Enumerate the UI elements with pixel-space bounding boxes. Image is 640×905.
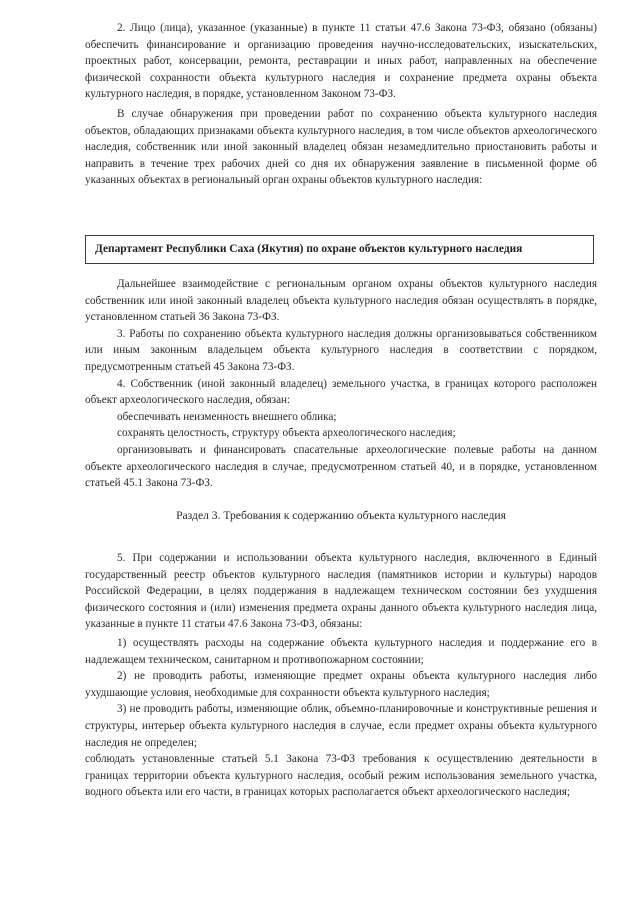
department-banner: Департамент Республики Саха (Якутия) по охране объектов культурного наследия — [85, 235, 594, 264]
list-item: сохранять целостность, структуру объекта археологического наследия; — [117, 427, 456, 440]
paragraph-item-3: 3. Работы по сохранению объекта культурного наследия должны организовываться собственником или иным законным владельцем объекта культурного наследия в соответствии с порядком, предусмотренным статьей 45 Закона 73-ФЗ. — [85, 327, 597, 373]
bottom-section — [85, 550, 597, 801]
paragraph-item-5: 5. При содержании и использовании объекта культурного наследия, включенного в Единый государственный реестр объектов культурного наследия (памятников истории и культуры) народов Российской Федерации, в целях поддержания в надлежащем техническом состоянии без ухудшения физического состояния и (или) изменения предмета охраны данного объекта культурного наследия лица, указанные в пункте 11 статьи 47.6 Закона 73-ФЗ, обязаны: — [85, 552, 597, 631]
paragraph-item-4: 4. Собственник (иной законный владелец) земельного участка, в границах которого расположен объект археологического наследия, обязан: — [85, 377, 597, 407]
list-item: 1) осуществлять расходы на содержание объекта культурного наследия и поддержание его в надлежащем техническом, санитарном и противопожарном состоянии; — [85, 636, 597, 666]
list-item: 3) не проводить работы, изменяющие облик, объемно-планировочные и конструктивные решения и структуры, интерьер объекта культурного наследия в случае, если предмет охраны объекта культурного наследия не определен; — [85, 703, 597, 749]
top-section — [85, 20, 597, 189]
list-item: организовывать и финансировать спасательные археологические полевые работы на данном объекте археологического наследия в случае, предусмотренном статьей 40, и в порядке, установленном статьей 45.1 Закона 73-ФЗ. — [85, 443, 597, 490]
paragraph-interaction: Дальнейшее взаимодействие с региональным органом охраны объектов культурного наследия собственник или иной законный владелец объекта культурного наследия обязан осуществлять в порядке, установленном статьей 36 Закона 73-ФЗ. — [85, 278, 597, 324]
section-heading: Раздел 3. Требования к содержанию объекта культурного наследия — [176, 509, 506, 522]
middle-section — [85, 276, 597, 492]
list-item: соблюдать установленные статьей 5.1 Закона 73-ФЗ требования к осуществлению деятельности в границах территории объекта культурного наследия, особый режим использования земельного участка, водного объекта или его части, в границах которых располагается объект археологического наследия; — [85, 753, 597, 799]
paragraph-discovery: В случае обнаружения при проведении работ по сохранению объекта культурного наследия объектов, обладающих признаками объекта культурного наследия, в том числе объектов археологического наследия, собственник или иной законный владелец обязан незамедлительно приостановить работы и направить в течение трех рабочих дней со дня их обнаружения заявление в письменной форме об указанных объектах в региональный орган охраны объектов культурного наследия: — [85, 107, 597, 187]
list-item: обеспечивать неизменность внешнего облика; — [117, 410, 337, 423]
paragraph-item-2: 2. Лицо (лица), указанное (указанные) в пункте 11 статьи 47.6 Закона 73-ФЗ, обязано (обязаны) обеспечить финансирование и организацию проведения научно-исследовательских, изыскательских, проектных работ, консервации, ремонта, реставрации и иных работ, направленных на обеспечение физической сохранности объекта культурного наследия и сохранение предмета охраны объекта культурного наследия, в порядке, установленном Законом 73-ФЗ. — [85, 22, 597, 101]
list-item: 2) не проводить работы, изменяющие предмет охраны объекта культурного наследия либо ухудшающие условия, необходимые для сохранности объекта культурного наследия; — [85, 670, 597, 699]
